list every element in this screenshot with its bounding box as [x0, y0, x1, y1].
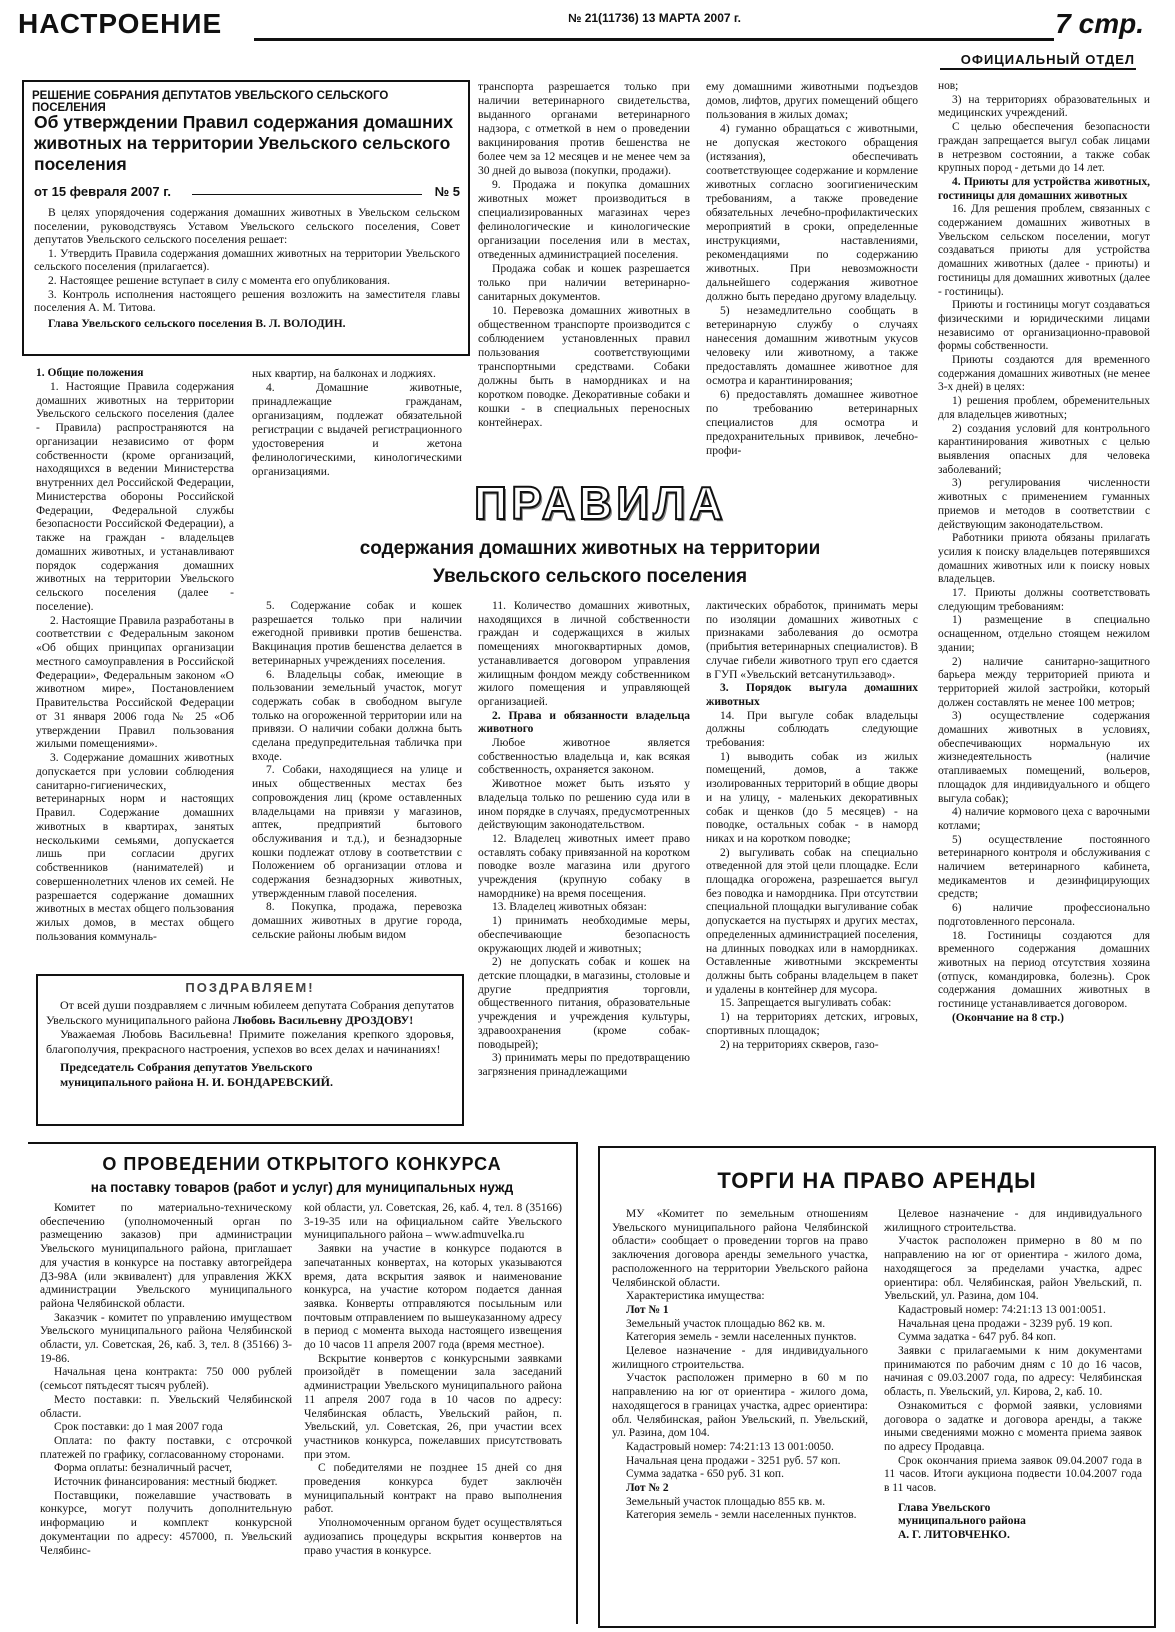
- text-paragraph: Приюты и гостиницы могут создаваться физическими и юридическими лицами независимо от организационно-правовой формы собственности.: [938, 299, 1150, 353]
- text-paragraph: 6) предоставлять домашнее животное по требованию ветеринарных специалистов для осмотра и предохранительных прививок, лечебно-профи-: [706, 388, 918, 457]
- text-paragraph: 1) выводить собак из жилых помещений, домов, а также изолированных территорий в общие дворы и на улицу, - маленьких декоративных собак и щенков (до 5 месяцев) - на поводке, остальных собак - в наморд никах и на коротком поводке;: [706, 750, 918, 845]
- rules-column-a: [36, 367, 234, 945]
- text-paragraph: Целевое назначение - для индивидуального жилищного строительства.: [884, 1208, 1142, 1234]
- page-number: 7 стр.: [1055, 8, 1144, 39]
- decision-title: Об утверждении Правил содержания домашних животных на территории Увельского сельского поселения: [34, 112, 454, 174]
- text-paragraph: Приюты создаются для временного содержания домашних животных (не менее 3-х дней) в целях:: [938, 354, 1150, 394]
- text-paragraph: 3) осуществление содержания домашних животных в условиях, обеспечивающих нормальную их жизнедеятельность (наличие отапливаемых помещений, вольеров, площадок для индивидуального и общего выгула собак);: [938, 710, 1150, 805]
- greeting-honoree: Любовь Васильевну ДРОЗДОВУ!: [232, 1012, 414, 1027]
- text-paragraph: ему домашними животными подъездов домов, лифтов, других помещений общего пользования в жилых домах;: [706, 80, 918, 121]
- auction-signature-1: Глава Увельского: [898, 1501, 991, 1514]
- text-paragraph: лактических обработок, принимать меры по изоляции домашних животных с признаками заболевания до осмотра (прибытия ветеринарных специалистов). В случае гибели животного труп его сдается в ГУП «Увельский ветсанутильзавод».: [706, 600, 918, 681]
- text-paragraph: 5) незамедлительно сообщать в ветеринарную службу о случаях нанесения домашним животным укусов человеку или животному, а также предоставлять домашнее животное для осмотра и карантинирования;: [706, 304, 918, 387]
- text-paragraph: Вскрытие конвертов с конкурсными заявками произойдёт в помещении зала заседаний администрации Увельского муниципального района 11 апреля 2007 года в 10 часов по адресу: Челябинская область, Увельский район, п. Увельский, ул. Советская, 26, при участии всех участников конкурса, пожелавших присутствовать при этом.: [304, 1352, 562, 1461]
- text-paragraph: Уполномоченным органом будет осуществляться аудиозапись процедуры вскрытия конвертов на право участия в конкурсе.: [304, 1517, 562, 1557]
- lot-heading: Лот № 2: [626, 1482, 669, 1495]
- text-paragraph: Земельный участок площадью 855 кв. м.: [626, 1495, 826, 1508]
- text-paragraph: 9. Продажа и покупка домашних животных может производиться в специализированных магазинах через фелинологические и кинологические организации поселения или в местах, отведенных администрацией поселения.: [478, 178, 690, 261]
- text-paragraph: 6. Владельцы собак, имеющие в пользовании земельный участок, могут содержать собак в свободном выгуле только на огороженной территории или на привязи. О наличии собаки должна быть сделана предупредительная табличка при входе.: [252, 668, 462, 763]
- auction-column-1: [612, 1208, 868, 1523]
- text-paragraph: 17. Приюты должны соответствовать следующим требованиям:: [938, 587, 1150, 613]
- rules-subtitle-1: содержания домашних животных на территории: [359, 538, 821, 559]
- text-paragraph: 13. Владелец животных обязан:: [492, 901, 647, 914]
- decision-paragraph: 1. Утвердить Правила содержания домашних животных на территории Увельского сельского поселения (прилагается).: [34, 246, 460, 274]
- text-paragraph: кой области, ул. Советская, 26, каб. 4, тел. 8 (35166) 3-19-35 или на официальном сайте Увельского муниципального района – www.admuvelka.ru: [304, 1202, 562, 1242]
- decision-signature: Глава Увельского сельского поселения В. Л. ВОЛОДИН.: [48, 316, 346, 330]
- column-top-2: [478, 80, 690, 430]
- text-paragraph: транспорта разрешается только при наличии ветеринарного свидетельства, выданного органами ветеринарного надзора, с отметкой в нем о проведении вакцинирования против бешенства не более чем за 12 месяцев и не менее чем за 30 дней до вывоза (покупки, продажи).: [478, 80, 690, 177]
- rules-column-d: [706, 600, 918, 1052]
- greeting-title: ПОЗДРАВЛЯЕМ!: [185, 980, 315, 995]
- text-paragraph: 2) наличие санитарно-защитного барьера между территорией приюта и территорией жилой застройки, который должен составлять не менее 100 метров;: [938, 655, 1150, 709]
- column-right: [938, 80, 1150, 1026]
- text-paragraph: 7. Собаки, находящиеся на улице и иных общественных местах без сопровождения лиц (кроме оставленных владельцами на привязи у магазинов, аптек, предприятий бытового обслуживания и т.д.), и безнадзорные кошки подлежат отлову в соответствии с Положением об организации отлова и содержания безнадзорных животных, утвержденным главой поселения.: [252, 764, 462, 900]
- text-paragraph: 1) на территориях детских, игровых, спортивных площадок;: [706, 1011, 918, 1037]
- text-paragraph: 2) выгуливать собак на специально отведенной для этой цели площадке. Если площадка огорожена, разрешается выгул без поводка и намордника. При отсутствии специальной площадки выгуливание собак допускается на пустырях и других местах, определенных администрацией поселения, на длинных поводках или в намордниках. Оставленные животными экскременты должны быть собраны владельцем в пакет и удалены в контейнер для мусора.: [706, 846, 918, 996]
- text-paragraph: 3) на территориях образовательных и медицинских учреждений.: [938, 93, 1150, 120]
- column-top-3: [706, 80, 918, 458]
- page-header: [18, 8, 1158, 46]
- auction-box: [598, 1146, 1156, 1628]
- decision-date-rule: [192, 194, 422, 195]
- text-paragraph: Сумма задатка - 647 руб. 84 коп.: [898, 1331, 1056, 1344]
- decision-paragraph: 3. Контроль исполнения настоящего решения возложить на заместителя главы поселения А. М. Титова.: [34, 287, 460, 315]
- contest-box: [28, 1142, 578, 1624]
- decision-paragraph: В целях упорядочения содержания домашних животных в Увельском сельском поселении, руководствуясь Уставом Увельского сельского поселения, Совет депутатов Увельского сельского поселения решает:: [34, 206, 460, 247]
- greeting-paragraph: [46, 998, 454, 1027]
- text-paragraph: 5) осуществление постоянного ветеринарного контроля и обслуживания с наличием ветеринарного кабинета, медикаментов и дезинфицирующих средств;: [938, 833, 1150, 901]
- text-paragraph: 1) решения проблем, обременительных для владельцев животных;: [938, 395, 1150, 421]
- greeting-body: [46, 998, 454, 1089]
- text-paragraph: С победителями не позднее 15 дней со дня проведения конкурса будет заключён муниципальный контракт на право выполнения работ.: [304, 1462, 562, 1516]
- contest-column-2: [304, 1202, 562, 1558]
- decision-number: № 5: [434, 184, 460, 199]
- text-paragraph: Поставщики, пожелавшие участвовать в конкурсе, могут получить дополнительную информацию и комплект конкурсной документации по адресу: 457000, п. Увельский Челябинс-: [40, 1489, 292, 1557]
- text-paragraph: 4) гуманно обращаться с животными, не допуская жестокого обращения (истязания), обеспечивать соответствующее содержание и кормление животных согласно зоогигиеническим требованиям, а также проведение обязательных лечебно-профилактических мероприятий в сроки, определенные инструкциями, наставлениями, рекомендациями по содержанию животных. При невозможности дальнейшего содержания животное должно быть передано другому владельцу.: [706, 122, 918, 303]
- text-paragraph: С целью обеспечения безопасности граждан запрещается выгул собак лицами в нетрезвом состоянии, а также собак крупных пород - детьми до 14 лет.: [938, 121, 1150, 175]
- text-paragraph: 8. Покупка, продажа, перевозка домашних животных в другие города, сельские районы любым видом: [252, 901, 462, 941]
- section-rule: [940, 68, 1136, 70]
- text-paragraph: 11. Количество домашних животных, находящихся в личной собственности граждан и содержащихся в жилых помещениях многоквартирных домов, устанавливается договором управления жилищным фондом между собственником жилого помещения и управляющей организацией.: [478, 600, 690, 708]
- auction-title: ТОРГИ НА ПРАВО АРЕНДЫ: [717, 1168, 1037, 1193]
- text-paragraph: 4. Домашние животные, принадлежащие гражданам, организациям, подлежат обязательной регистрации с выдачей регистрационного удостоверения и жетона фелинологическими, кинологическими организациями.: [252, 381, 462, 478]
- decision-kicker: РЕШЕНИЕ СОБРАНИЯ ДЕПУТАТОВ УВЕЛЬСКОГО СЕЛЬСКОГО ПОСЕЛЕНИЯ: [32, 90, 389, 114]
- text-paragraph: Сумма задатка - 650 руб. 31 коп.: [626, 1468, 784, 1481]
- text-paragraph: нов;: [938, 80, 959, 92]
- rules-column-c: [478, 600, 690, 1080]
- text-paragraph: Начальная цена продажи - 3251 руб. 57 коп.: [626, 1454, 841, 1467]
- text-paragraph: ных квартир, на балконах и лоджиях.: [252, 367, 436, 380]
- text-paragraph: Продажа собак и кошек разрешается только при наличии ветеринарно-санитарных документов.: [478, 262, 690, 303]
- rules-title: ПРАВИЛА: [474, 477, 727, 529]
- header-rule: [254, 38, 1054, 41]
- text-paragraph: 1) размещение в специально оснащенном, отдельно стоящем нежилом здании;: [938, 614, 1150, 654]
- text-paragraph: Комитет по материально-техническому обеспечению (уполномоченный орган по размещению заказов) при администрации Увельского муниципального района, приглашает для участия в конкурсе на поставку автогрейдера ДЗ-98А (или эквивалент) для управления ЖКХ администрации Увельского муниципального района Челябинской области.: [40, 1202, 292, 1310]
- text-paragraph: 2) на территориях скверов, газо-: [720, 1038, 879, 1051]
- text-paragraph: Оплата: по факту поставки, с отсрочкой платежей по графику, согласованному сторонами.: [40, 1434, 292, 1461]
- text-paragraph: Заявки на участие в конкурсе подаются в запечатанных конвертах, на которых указываются время, дата вскрытия заявок и наименование конкурса, на участие котором подается данная заявка. Конверты отправляются посыльным или почтовым отправлением по вышеуказанному адресу в период с момента выхода настоящего извещения до 10 часов 11 апреля 2007 года (время местное).: [304, 1243, 562, 1352]
- text-paragraph: 16. Для решения проблем, связанных с содержанием домашних животных в Увельском сельском поселении, могут создаваться приюты для устройства домашних животных (далее - приюты) и гостиницы для домашних животных (далее - гостиницы).: [938, 203, 1150, 298]
- greeting-signature-2: муниципального района Н. И. БОНДАРЕВСКИЙ.: [60, 1074, 333, 1089]
- section-title: ОФИЦИАЛЬНЫЙ ОТДЕЛ: [960, 52, 1135, 67]
- text-paragraph: Характеристика имущества:: [626, 1290, 765, 1303]
- text-paragraph: 15. Запрещается выгуливать собак:: [720, 997, 892, 1010]
- text-paragraph: Заказчик - комитет по управлению имуществом Увельского муниципального района Челябинской области, ул. Советская, 26, каб. 3, тел. 8 (35166) 3-19-86.: [40, 1311, 292, 1365]
- text-paragraph: Кадастровый номер: 74:21:13 13 001:0050.: [626, 1440, 834, 1453]
- auction-column-2: [884, 1208, 1142, 1543]
- text-paragraph: 1. Настоящие Правила содержания домашних животных на территории Увельского сельского поселения (далее - Правила) распространяются на организации независимо от форм собственности (кроме организаций, находящихся в ведении Министерства внутренних дел Российской Федерации, Министерства обороны Российской Федерации, Федеральной службы безопасности Российской Федерации), а также на граждан - владельцев домашних животных, и устанавливают порядок содержания домашних животных на территории Увельского сельского поселения (далее - поселение).: [36, 380, 234, 613]
- text-paragraph: Заявки с прилагаемыми к ним документами принимаются по рабочим дням с 10 до 16 часов, начиная с 09.03.2007 года, по адресу: Челябинская область, п. Увельский, ул. Кирова, 2, каб. 10.: [884, 1345, 1142, 1399]
- text-paragraph: 2) создания условий для контрольного карантинирования животных с целью выявления опасных для человека заболеваний;: [938, 422, 1150, 476]
- text-paragraph: 12. Владелец животных имеет право оставлять собаку привязанной на коротком поводке возле магазина или другого учреждения (крупную собаку в наморднике) на время посещения.: [478, 832, 690, 900]
- decision-paragraph: 2. Настоящее решение вступает в силу с момента его опубликования.: [48, 273, 390, 287]
- text-paragraph: Кадастровый номер: 74:21:13 13 001:0051.: [898, 1303, 1106, 1316]
- text-paragraph: Начальная цена продажи - 3239 руб. 19 коп.: [898, 1317, 1113, 1330]
- greeting-box: [36, 974, 464, 1126]
- text-paragraph: Животное может быть изъято у владельца только по решению суда или в ином порядке в случаях, предусмотренных действующим законодательством.: [478, 778, 690, 832]
- text-paragraph: 14. При выгуле собак владельцы должны соблюдать следующие требования:: [706, 709, 918, 750]
- text-paragraph: Участок расположен примерно в 60 м по направлению на юг от ориентира - жилого дома, находящегося в границах участка, адрес ориентира: обл. Челябинская, район Увельский, п. Увельский, ул. Разина, дом 104.: [612, 1372, 868, 1440]
- text-paragraph: Целевое назначение - для индивидуального жилищного строительства.: [612, 1345, 868, 1371]
- contest-column-1: [40, 1202, 292, 1558]
- text-paragraph: Место поставки: п. Увельский Челябинской области.: [40, 1393, 292, 1420]
- contest-subtitle: на поставку товаров (работ и услуг) для муниципальных нужд: [90, 1180, 514, 1195]
- text-paragraph: 18. Гостиницы создаются для временного содержания домашних животных на период отсутствия хозяина (отпуск, командировка, болезнь). Срок содержания домашних животных в гостинице устанавливается договором.: [938, 929, 1150, 1011]
- text-paragraph: 3) принимать меры по предотвращению загрязнения принадлежащими: [478, 1052, 690, 1078]
- rules-subtitle-2: Увельского сельского поселения: [432, 566, 748, 587]
- contest-title: О ПРОВЕДЕНИИ ОТКРЫТОГО КОНКУРСА: [102, 1154, 502, 1174]
- auction-signature-2: муниципального района: [898, 1515, 1026, 1528]
- section-heading: 1. Общие положения: [36, 367, 144, 379]
- decision-box: [22, 80, 470, 356]
- section-heading: 3. Порядок выгула домашних животных: [706, 682, 918, 708]
- decision-date-row: [34, 184, 460, 200]
- text-paragraph: 2. Настоящие Правила разработаны в соответствии с Федеральным законом «Об общих принципах организации местного самоуправления в Российской Федерации», Федеральным законом «О животном мире», Постановлением Правительства Российской Федерации от 31 января 2006 года № 25 «Об утверждении Правил пользования жилыми помещениями».: [36, 614, 234, 751]
- greeting-text: От всей души поздравляем с личным юбилеем депутата Собрания депутатов Увельского муниципального района: [46, 998, 454, 1027]
- text-paragraph: 3) регулирования численности животных с применением гуманных приемов и методов в соответствии с действующим законодательством.: [938, 477, 1150, 531]
- text-paragraph: 5. Содержание собак и кошек разрешается только при наличии ежегодной прививки против бешенства. Вакцинация против бешенства делается в ветеринарных учреждениях поселения.: [252, 600, 462, 667]
- auction-signature-3: А. Г. ЛИТОВЧЕНКО.: [898, 1529, 1010, 1542]
- text-paragraph: Источник финансирования: местный бюджет.: [54, 1476, 278, 1489]
- text-paragraph: МУ «Комитет по земельным отношениям Увельского муниципального района Челябинской области» сообщает о проведении торгов на право заключения договора аренды земельного участка, расположенного на территории Увельского района Челябинской области.: [612, 1208, 868, 1289]
- greeting-signature-1: Председатель Собрания депутатов Увельского: [60, 1060, 313, 1074]
- rules-column-b-top: [252, 367, 462, 479]
- text-paragraph: Участок расположен примерно в 80 м по направлению на юг от ориентира - жилого дома, находящегося за пределами участка, адрес ориентира: обл. Челябинская, район Увельский, п. Увельский, ул. Разина, дом 104.: [884, 1235, 1142, 1303]
- text-paragraph: Ознакомиться с формой заявки, условиями договора о задатке и договора аренды, а также иными сведениями можно с момента приема заявок по адресу Продавца.: [884, 1399, 1142, 1453]
- decision-date: от 15 февраля 2007 г.: [34, 184, 171, 199]
- text-paragraph: Работники приюта обязаны прилагать усилия к поиску владельцев потерявшихся домашних животных или к поиску новых владельцев.: [938, 532, 1150, 586]
- text-paragraph: 2) не допускать собак и кошек на детские площадки, в магазины, столовые и другие предприятия торговли, общественного питания, образовательные учреждения и учреждения культуры, здравоохранения (кроме собак-поводырей);: [478, 956, 690, 1051]
- continued-note: (Окончание на 8 стр.): [952, 1011, 1064, 1024]
- section-heading: 4. Приюты для устройства животных, гостиницы для домашних животных: [938, 175, 1150, 202]
- text-paragraph: Земельный участок площадью 862 кв. м.: [626, 1317, 826, 1330]
- text-paragraph: Срок окончания приема заявок 09.04.2007 года в 11 часов. Итоги аукциона подвести 10.04.2007 года в 11 часов.: [884, 1454, 1142, 1495]
- text-paragraph: Форма оплаты: безналичный расчет,: [54, 1462, 232, 1475]
- greeting-paragraph: Уважаемая Любовь Васильевна! Примите пожелания крепкого здоровья, благополучия, прекрасного настроения, успехов во всех делах и начинаниях!: [46, 1027, 454, 1056]
- text-paragraph: 10. Перевозка домашних животных в общественном транспорте производится с соблюдением установленных правил пользования соответствующими транспортными средствами. Собаки должны быть в намордниках и на коротком поводке. Декоративные собаки и кошки - в специальных переносных контейнерах.: [478, 304, 690, 429]
- text-paragraph: 4) наличие кормового цеха с варочными котлами;: [938, 806, 1150, 832]
- lot-heading: Лот № 1: [626, 1303, 669, 1316]
- masthead: НАСТРОЕНИЕ: [18, 8, 223, 39]
- issue-number: № 21(11736) 13 МАРТА 2007 г.: [568, 11, 742, 25]
- text-paragraph: Категория земель - земли населенных пунктов.: [626, 1509, 857, 1522]
- text-paragraph: 6) наличие профессионально подготовленного персонала.: [938, 902, 1150, 928]
- text-paragraph: 1) принимать необходимые меры, обеспечивающие безопасность окружающих людей и животных;: [478, 915, 690, 955]
- text-paragraph: 3. Содержание домашних животных допускается при условии соблюдения санитарно-гигиенических, ветеринарных норм и настоящих Правил. Содержание домашних животных в квартирах, занятых несколькими семьями, допускается лишь при согласии других собственников (нанимателей) и совершеннолетних членов их семей. Не разрешается содержание домашних животных в местах общего пользования жилых домов, в местах общего пользования коммуналь-: [36, 752, 234, 943]
- text-paragraph: Срок поставки: до 1 мая 2007 года: [54, 1421, 223, 1434]
- section-heading: 2. Права и обязанности владельца животного: [478, 709, 690, 736]
- rules-column-b: [252, 600, 462, 943]
- decision-body: [34, 206, 460, 330]
- text-paragraph: Категория земель - земли населенных пунктов.: [626, 1331, 857, 1344]
- text-paragraph: Начальная цена контракта: 750 000 рублей (семьсот пятьдесят тысяч рублей).: [40, 1366, 292, 1393]
- text-paragraph: Любое животное является собственностью владельца и, как всякая собственность, охраняется законом.: [478, 737, 690, 777]
